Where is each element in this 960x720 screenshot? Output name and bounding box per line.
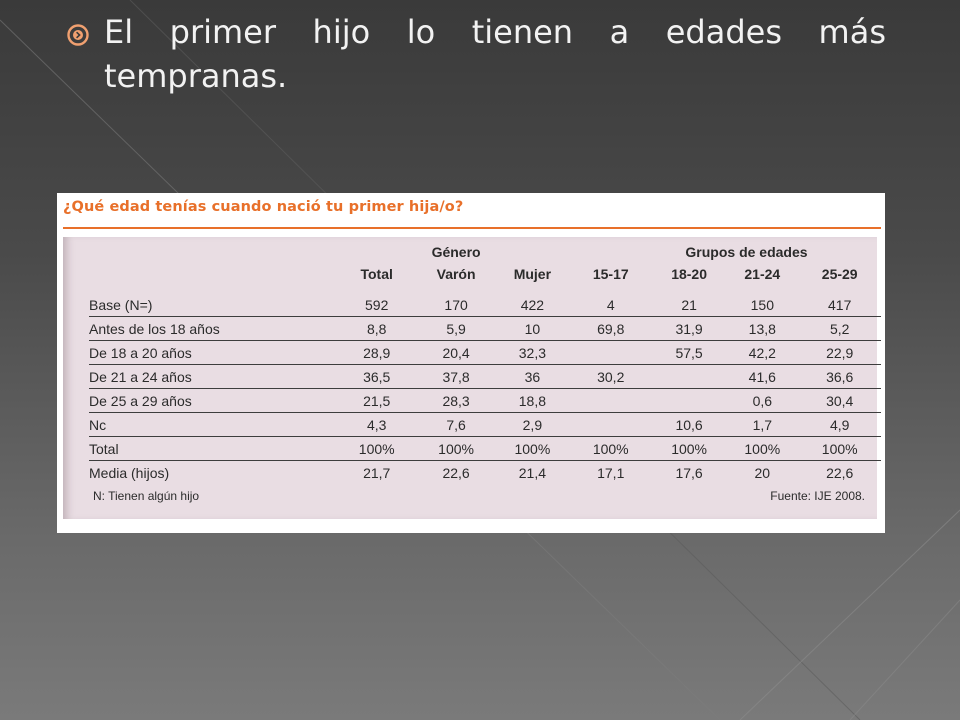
table-cell [570,413,652,437]
table-cell: 4,3 [366,416,387,433]
table-cell: 41,6 [748,368,776,385]
table-cell: 21,5 [363,392,391,409]
table-cell: 18,8 [518,392,546,409]
table-cell: 2,9 [522,416,543,433]
column-header: Varón [436,266,476,282]
table-cell: 36,6 [826,368,854,385]
table-cell: 32,3 [518,344,546,361]
table-cell: 10 [524,320,541,337]
table-cell: 30,2 [597,368,625,385]
table-cell: 21,4 [518,464,546,481]
table-cell: 22,9 [826,344,854,361]
table-row [89,365,881,389]
table-cell: 28,3 [442,392,470,409]
table-title: ¿Qué edad tenías cuando nació tu primer hija/o? [63,199,464,215]
table-cell: 417 [828,296,852,313]
table-footnote: N: Tienen algún hijo [93,489,200,503]
slide-heading-text: El primer hijo lo tienen a edades más tempranas. [104,13,886,95]
row-label: Nc [89,416,107,433]
table-cell: 100% [592,440,629,457]
table-cell: 5,9 [446,320,466,337]
table-cell: 7,6 [446,416,466,433]
row-label: Total [89,440,119,457]
table-cell: 0,6 [752,392,773,409]
table-image [57,193,885,533]
table-cell [570,341,652,365]
table-cell: 100% [821,440,858,457]
table-row [89,293,881,317]
group-header-row [89,241,881,263]
row-label: Antes de los 18 años [89,320,220,337]
row-label: De 25 a 29 años [89,392,192,409]
table-row [89,437,881,461]
table-cell: 57,5 [675,344,703,361]
table-cell: 100% [671,440,707,457]
slide-bullet [66,10,886,98]
table-cell: 17,1 [597,464,625,481]
table-cell: 21 [681,296,697,313]
table-row [89,341,881,365]
row-label: De 21 a 24 años [89,368,192,385]
table-cell: 100% [358,440,395,457]
column-header: 15-17 [592,266,629,282]
column-header-row [89,263,881,285]
row-label: Media (hijos) [89,464,170,481]
table-cell: 36,5 [363,368,391,385]
table-cell: 28,9 [363,344,391,361]
table-cell: 1,7 [752,416,773,433]
table-cell: 10,6 [675,416,703,433]
table-cell: 30,4 [826,392,854,409]
group-header-grupos: Grupos de edades [685,244,808,260]
table-cell: 4,9 [829,416,850,433]
column-header: Mujer [513,266,552,282]
table-cell: 21,7 [363,464,391,481]
table-cell: 22,6 [826,464,854,481]
table-row [89,389,881,413]
table-cell: 69,8 [597,320,625,337]
table-cell: 20,4 [442,344,470,361]
table-cell [652,389,726,413]
stats-table [89,241,881,484]
table-cell: 422 [520,296,545,313]
circled-arrow-bullet-icon [66,23,90,47]
table-cell: 37,8 [442,368,470,385]
table-cell: 8,8 [366,320,387,337]
table-cell: 31,9 [675,320,703,337]
table-cell: 100% [514,440,551,457]
table-cell: 13,8 [748,320,776,337]
table-cell: 42,2 [748,344,776,361]
table-cell: 22,6 [442,464,470,481]
table-cell: 17,6 [675,464,703,481]
table-row [89,461,881,485]
table-cell: 20 [754,464,771,481]
table-cell [652,365,726,389]
table-source: Fuente: IJE 2008. [770,489,865,503]
column-header: Total [360,266,393,282]
table-cell: 592 [365,296,389,313]
title-rule [63,227,881,229]
table-body [89,293,881,484]
column-header: 25-29 [821,266,858,282]
table-cell [570,389,652,413]
table-cell: 170 [444,296,468,313]
row-label: De 18 a 20 años [89,344,192,361]
table-cell: 150 [750,296,774,313]
table-cell: 4 [606,296,615,313]
group-header-genero: Género [431,244,481,260]
table-row [89,413,881,437]
table-panel [63,237,877,519]
table-cell: 5,2 [829,320,850,337]
column-header: 21-24 [744,266,781,282]
table-cell: 100% [438,440,474,457]
row-label: Base (N=) [89,296,153,313]
table-cell: 100% [744,440,781,457]
table-cell: 36 [524,368,541,385]
column-header: 18-20 [671,266,707,282]
table-row [89,317,881,341]
